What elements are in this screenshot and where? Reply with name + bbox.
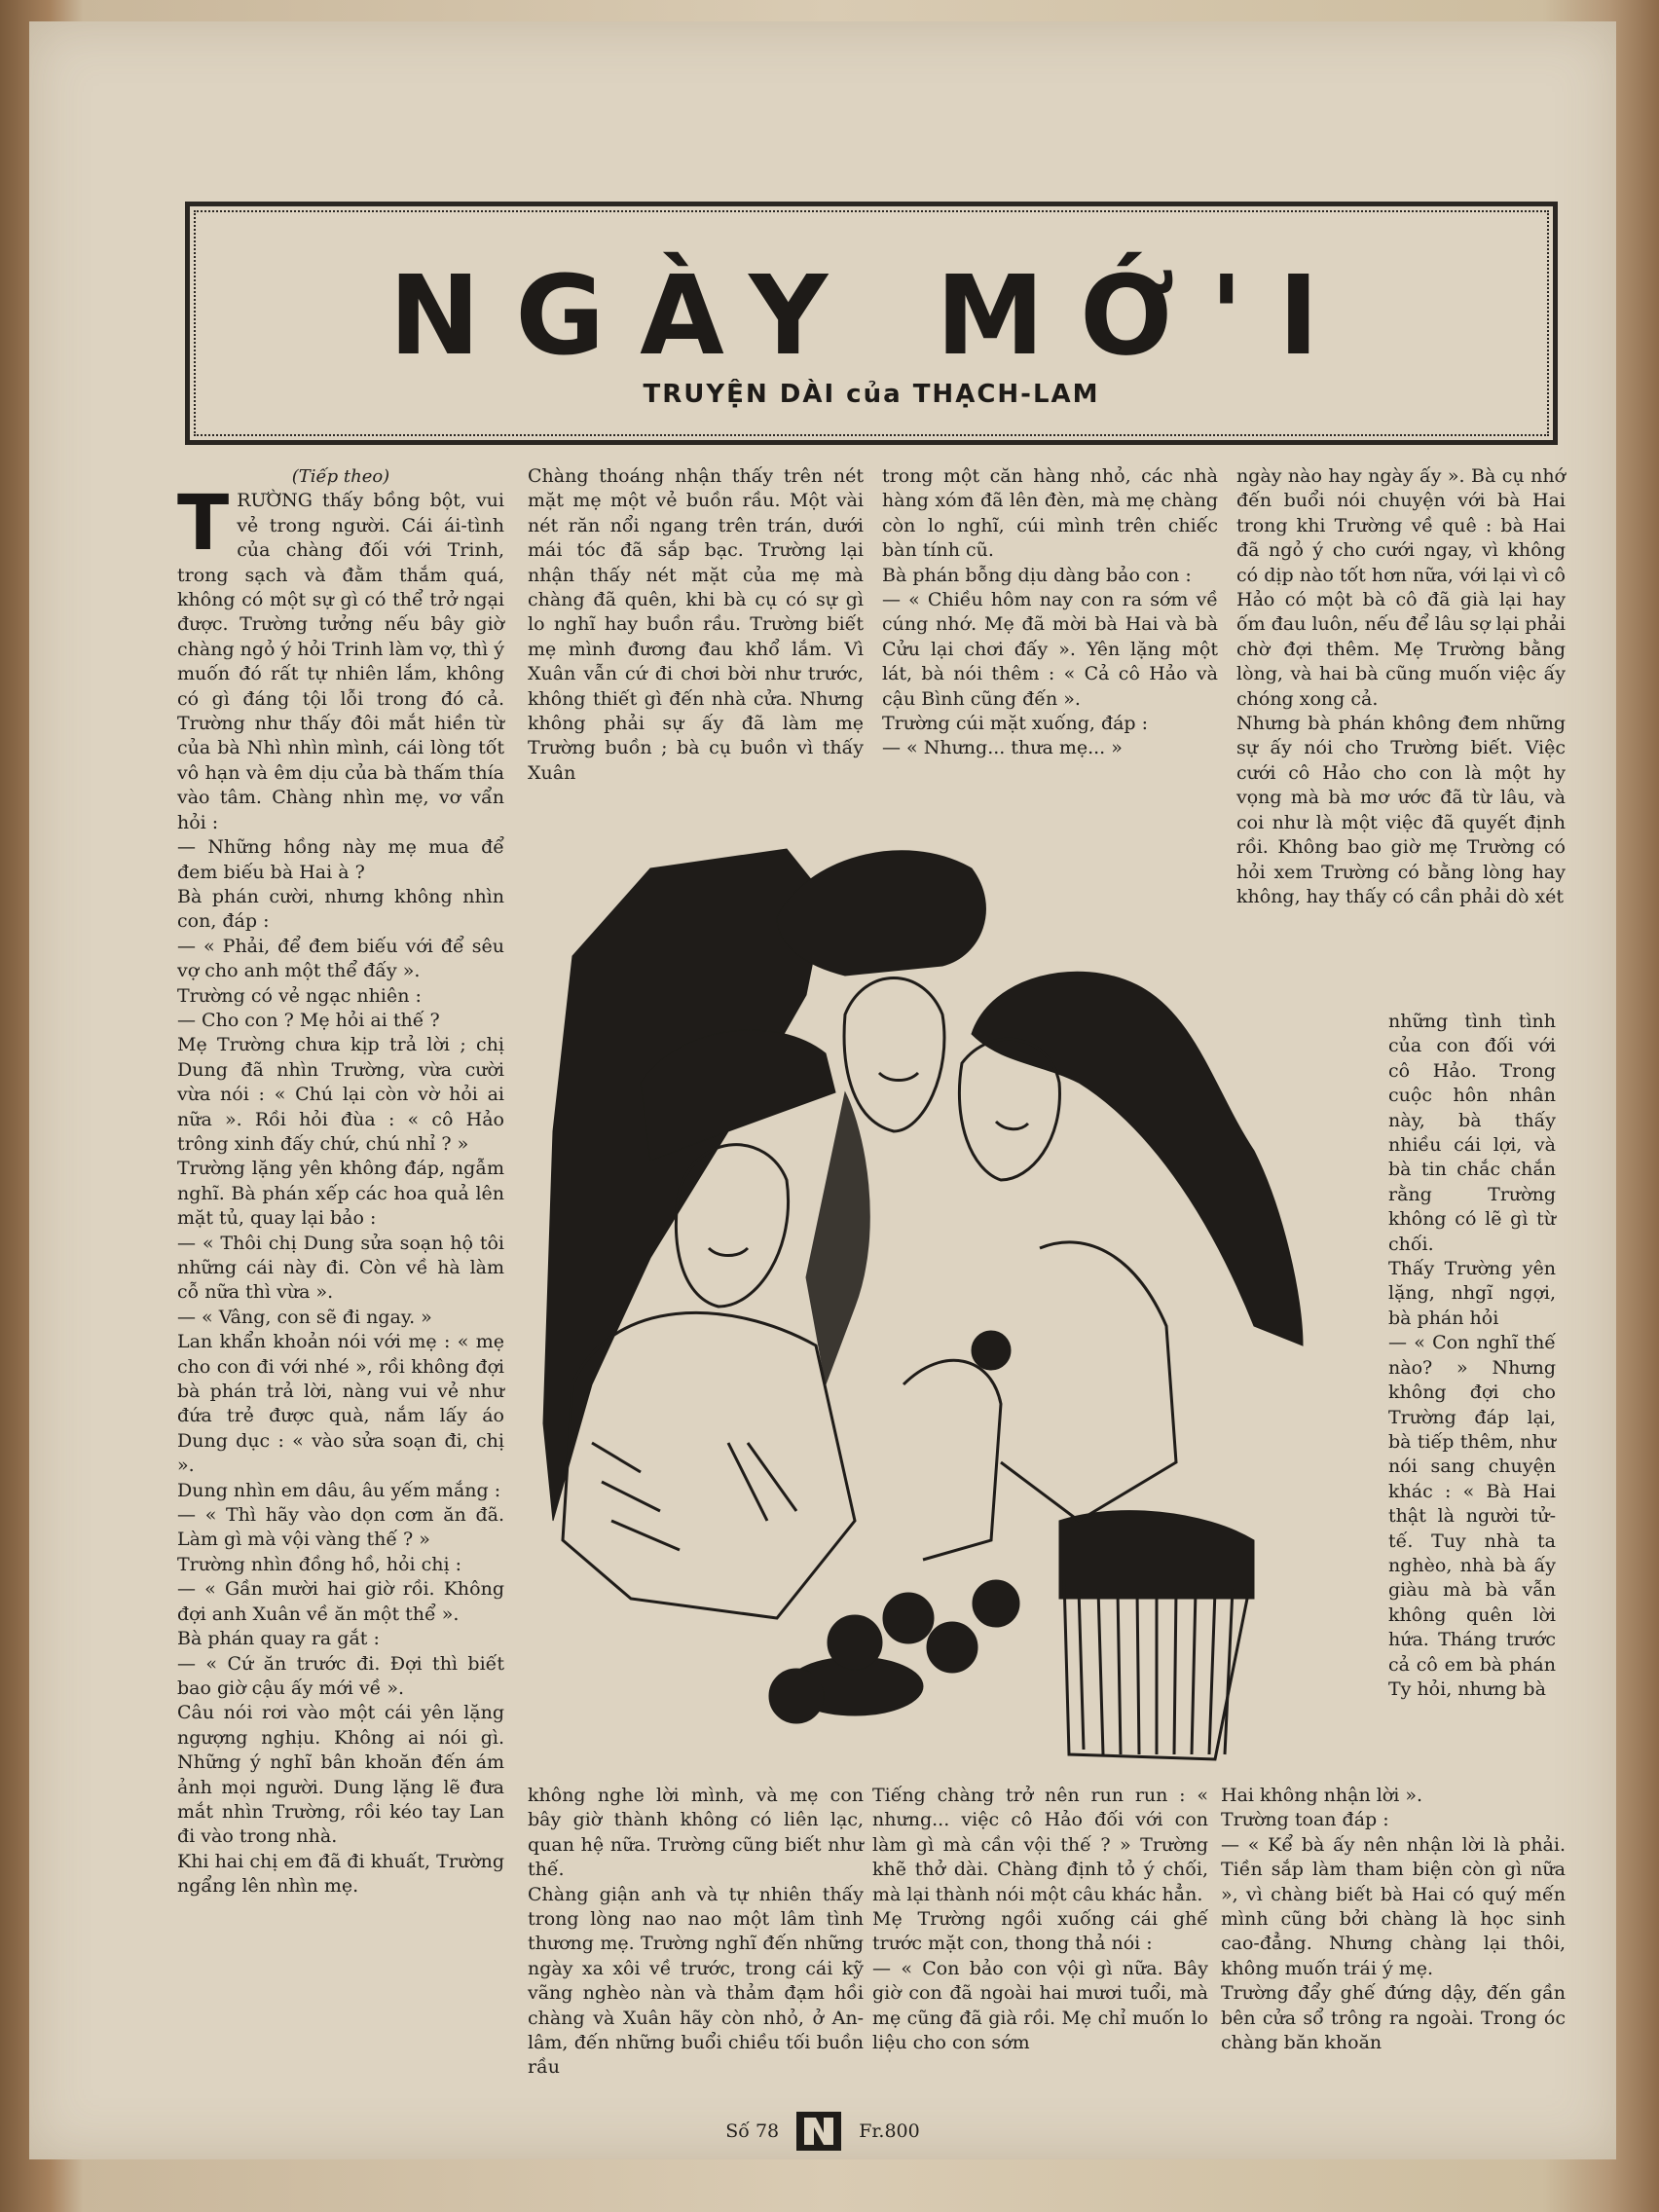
paragraph: — « Chiều hôm nay con ra sớm về cúng nhớ. Mẹ đã mời bà Hai và bà Cửu lại chơi đấy ». Yên lặng một lát, bà nói thêm : « Cả cô Hảo và cậu Bình cũng đến ». <box>882 589 1218 710</box>
paragraph: Nhưng bà phán không đem những sự ấy nói cho Trường biết. Việc cưới cô Hảo cho con là một hy vọng mà bà mơ ước đã từ lâu, và coi như là một việc đã quyết định rồi. Không bao giờ mẹ Trường có hỏi xem Trường có bằng lòng hay không, hay thấy có cần phải dò xét <box>1236 713 1566 907</box>
paragraph: Bà phán bỗng dịu dàng bảo con : <box>882 564 1192 586</box>
paragraph: — « Thôi chị Dung sửa soạn hộ tôi những cái này đi. Còn về hà làm cỗ nữa thì vừa ». <box>177 1232 504 1304</box>
paragraph: — Cho con ? Mẹ hỏi ai thế ? <box>177 1009 440 1031</box>
paragraph: Mẹ Trường chưa kịp trả lời ; chị Dung đã nhìn Trường, vừa cười vừa nói : « Chú lại còn vờ hỏi ai nữa ». Rồi hỏi đùa : « cô Hảo trông xinh đấy chứ, chú nhỉ ? » <box>177 1034 504 1155</box>
paragraph: Trường nhìn đồng hồ, hỏi chị : <box>177 1553 462 1575</box>
continued-note: (Tiếp theo) <box>291 466 390 487</box>
paragraph: Câu nói rơi vào một cái yên lặng ngượng nghịu. Không ai nói gì. Những ý nghĩ bân khoăn đến ám ảnh mọi người. Dung lặng lẽ đưa mắt nhìn Trường, rồi kéo tay Lan đi vào trong nhà. <box>177 1702 504 1848</box>
paragraph: — « Vâng, con sẽ đi ngay. » <box>177 1306 432 1328</box>
magazine-logo-icon <box>794 2110 843 2153</box>
paragraph: Bà phán quay ra gắt : <box>177 1628 380 1650</box>
issue-number: Số 78 <box>725 2120 780 2142</box>
paragraph: — « Kể bà ấy nên nhận lời là phải. Tiền sắp làm tham biện còn gì nữa », vì chàng biết bà Hai có quý mến mình cũng bởi chàng là học sinh cao-đẳng. Nhưng chàng lại thôi, không muốn trái ý mẹ. <box>1221 1833 1566 1979</box>
column-1 <box>177 464 504 1899</box>
paragraph: ngày nào hay ngày ấy ». Bà cụ nhớ đến buổi nói chuyện với bà Hai trong khi Trường về quê : bà Hai đã ngỏ ý cho cưới ngay, vì không có dịp nào tốt hơn nữa, với lại vì cô Hảo có một bà cô đã già lại hay ốm đau luôn, nếu để lâu sợ lại phải chờ đợi thêm. Mẹ Trường bằng lòng, và hai bà cũng muốn việc ấy chóng xong cả. <box>1236 465 1566 710</box>
paragraph-text: RƯỜNG thấy bồng bột, vui vẻ trong người. Cái ái-tình của chàng đối với Trinh, trong sạch và đằm thắm quá, không có một sự gì có thể trở ngại được. Trường tưởng nếu bây giờ chàng ngỏ ý hỏi Trinh làm vợ, thì ý muốn đó rất tự nhiên lắm, không có gì đáng tội lỗi trong đó cả. Trường như thấy đôi mắt hiền từ của bà Nhì nhìn mình, cái lòng tốt vô hạn và êm dịu của bà thấm thía vào tâm. Chàng nhìn mẹ, vơ vẩn hỏi : <box>177 490 504 833</box>
paragraph: Mẹ Trường ngồi xuống cái ghế trước mặt con, thong thả nói : <box>872 1908 1208 1955</box>
paragraph: Trường đẩy ghế đứng dậy, đến gần bên cửa sổ trông ra ngoài. Trong óc chàng băn khoăn <box>1221 1982 1566 2054</box>
paragraph: Trường có vẻ ngạc nhiên : <box>177 984 422 1007</box>
paragraph: Tiếng chàng trở nên run run : « nhưng... việc cô Hảo đối với con làm gì mà cần vội thế ? » Trường khẽ thở dài. Chàng định tỏ ý chối, mà lại thành nói một câu khác hẳn. <box>872 1785 1208 1905</box>
drop-cap: T <box>177 480 230 569</box>
paragraph: Thấy Trường yên lặng, nhgĩ ngợi, bà phán hỏi <box>1388 1258 1556 1329</box>
paragraph: Trường toan đáp : <box>1221 1809 1389 1831</box>
column-3-bottom <box>872 1784 1208 2055</box>
paragraph: Bà phán cười, nhưng không nhìn con, đáp : <box>177 885 504 933</box>
paragraph: Hai không nhận lời ». <box>1221 1785 1423 1806</box>
paragraph: Dung nhìn em dâu, âu yếm mắng : <box>177 1479 501 1501</box>
paragraph: — « Cứ ăn trước đi. Đợi thì biết bao giờ cậu ấy mới về ». <box>177 1652 504 1699</box>
paragraph: — « Gần mười hai giờ rồi. Không đợi anh Xuân về ăn một thể ». <box>177 1578 504 1625</box>
paragraph: — « Con nghĩ thế nào? » Nhưng không đợi cho Trường đáp lại, bà tiếp thêm, như nói sang chuyện khác : « Bà Hai thật là người tử-tế. Tuy nhà ta nghèo, nhà bà ấy giàu mà bà vẫn không quên lời hứa. Tháng trước cả cô em bà phán Ty hỏi, nhưng bà <box>1388 1332 1556 1700</box>
paragraph: Chàng thoáng nhận thấy trên nét mặt mẹ một vẻ buồn rầu. Một vài nét răn nổi ngang trên trán, dưới mái tóc đã sắp bạc. Trường lại nhận thấy nét mặt của mẹ mà chàng đã quên, khi bà cụ có sự gì lo nghĩ hay buồn rầu. Trường biết mẹ mình đương đau khổ lắm. Vì Xuân vẫn cứ đi chơi bời như trước, không thiết gì đến nhà cửa. Nhưng không phải sự ấy đã làm mẹ Trường buồn ; bà cụ buồn vì thấy Xuân <box>528 465 864 784</box>
article-subtitle: TRUYỆN DÀI của THẠCH-LAM <box>643 380 1100 409</box>
title-frame <box>185 202 1558 445</box>
paragraph <box>177 480 504 835</box>
paragraph: Chàng giận anh và tự nhiên thấy trong lòng nao nao một lâm tình thương mẹ. Trường nghĩ đến những ngày xa xôi về trước, trong cái kỹ vãng nghèo nàn và thảm đạm hồi chàng và Xuân hãy còn nhỏ, ở An-lâm, đến những buổi chiều tối buồn rầu <box>528 1883 864 2079</box>
column-4-bottom <box>1221 1784 1566 2055</box>
paragraph: — « Con bảo con vội gì nữa. Bây giờ con đã ngoài hai mươi tuổi, mà mẹ cũng đã già rồi. Mẹ chỉ muốn lo liệu cho con sớm <box>872 1957 1208 2054</box>
three-women-fruit-basket-illustration <box>534 839 1312 1764</box>
paragraph: những tình tình của con đối với cô Hảo. Trong cuộc hôn nhân này, bà thấy nhiều cái lợi, và bà tin chắc chắn rằng Trường không có lẽ gì từ chối. <box>1388 1011 1556 1255</box>
issue-price: Fr.800 <box>859 2120 920 2142</box>
paragraph: Khi hai chị em đã đi khuất, Trường ngẩng lên nhìn mẹ. <box>177 1850 504 1898</box>
column-3-top <box>882 464 1218 761</box>
paragraph: Trường cúi mặt xuống, đáp : <box>882 713 1149 735</box>
column-2-top <box>528 464 864 786</box>
paragraph: — « Phải, để đem biếu với để sêu vợ cho anh một thể đấy ». <box>177 935 504 982</box>
paragraph: — « Thì hãy vào dọn cơm ăn đã. Làm gì mà vội vàng thế ? » <box>177 1504 504 1551</box>
column-4-narrow <box>1388 1010 1556 1702</box>
article-title: NGÀY MỚ'I <box>388 253 1354 380</box>
paragraph: — « Nhưng... thưa mẹ... » <box>882 737 1123 759</box>
paragraph: Trường lặng yên không đáp, ngẫm nghĩ. Bà phán xếp các hoa quả lên mặt tủ, quay lại bảo : <box>177 1158 504 1230</box>
magazine-page <box>29 21 1616 2159</box>
paragraph: — Những hồng này mẹ mua để đem biếu bà Hai à ? <box>177 836 504 883</box>
page-footer <box>29 2110 1616 2153</box>
column-2-bottom <box>528 1784 864 2081</box>
paragraph: không nghe lời mình, và mẹ con bây giờ thành không có liên lạc, quan hệ nữa. Trường cũng biết như thế. <box>528 1785 864 1881</box>
paragraph: trong một căn hàng nhỏ, các nhà hàng xóm đã lên đèn, mà mẹ chàng còn lo nghĩ, cúi mình trên chiếc bàn tính cũ. <box>882 465 1218 562</box>
paragraph: Lan khẩn khoản nói với mẹ : « mẹ cho con đi với nhé », rồi không đợi bà phán trả lời, nàng vui vẻ như đứa trẻ được quà, nắm lấy áo Dung dục : « vào sửa soạn đi, chị ». <box>177 1331 504 1477</box>
